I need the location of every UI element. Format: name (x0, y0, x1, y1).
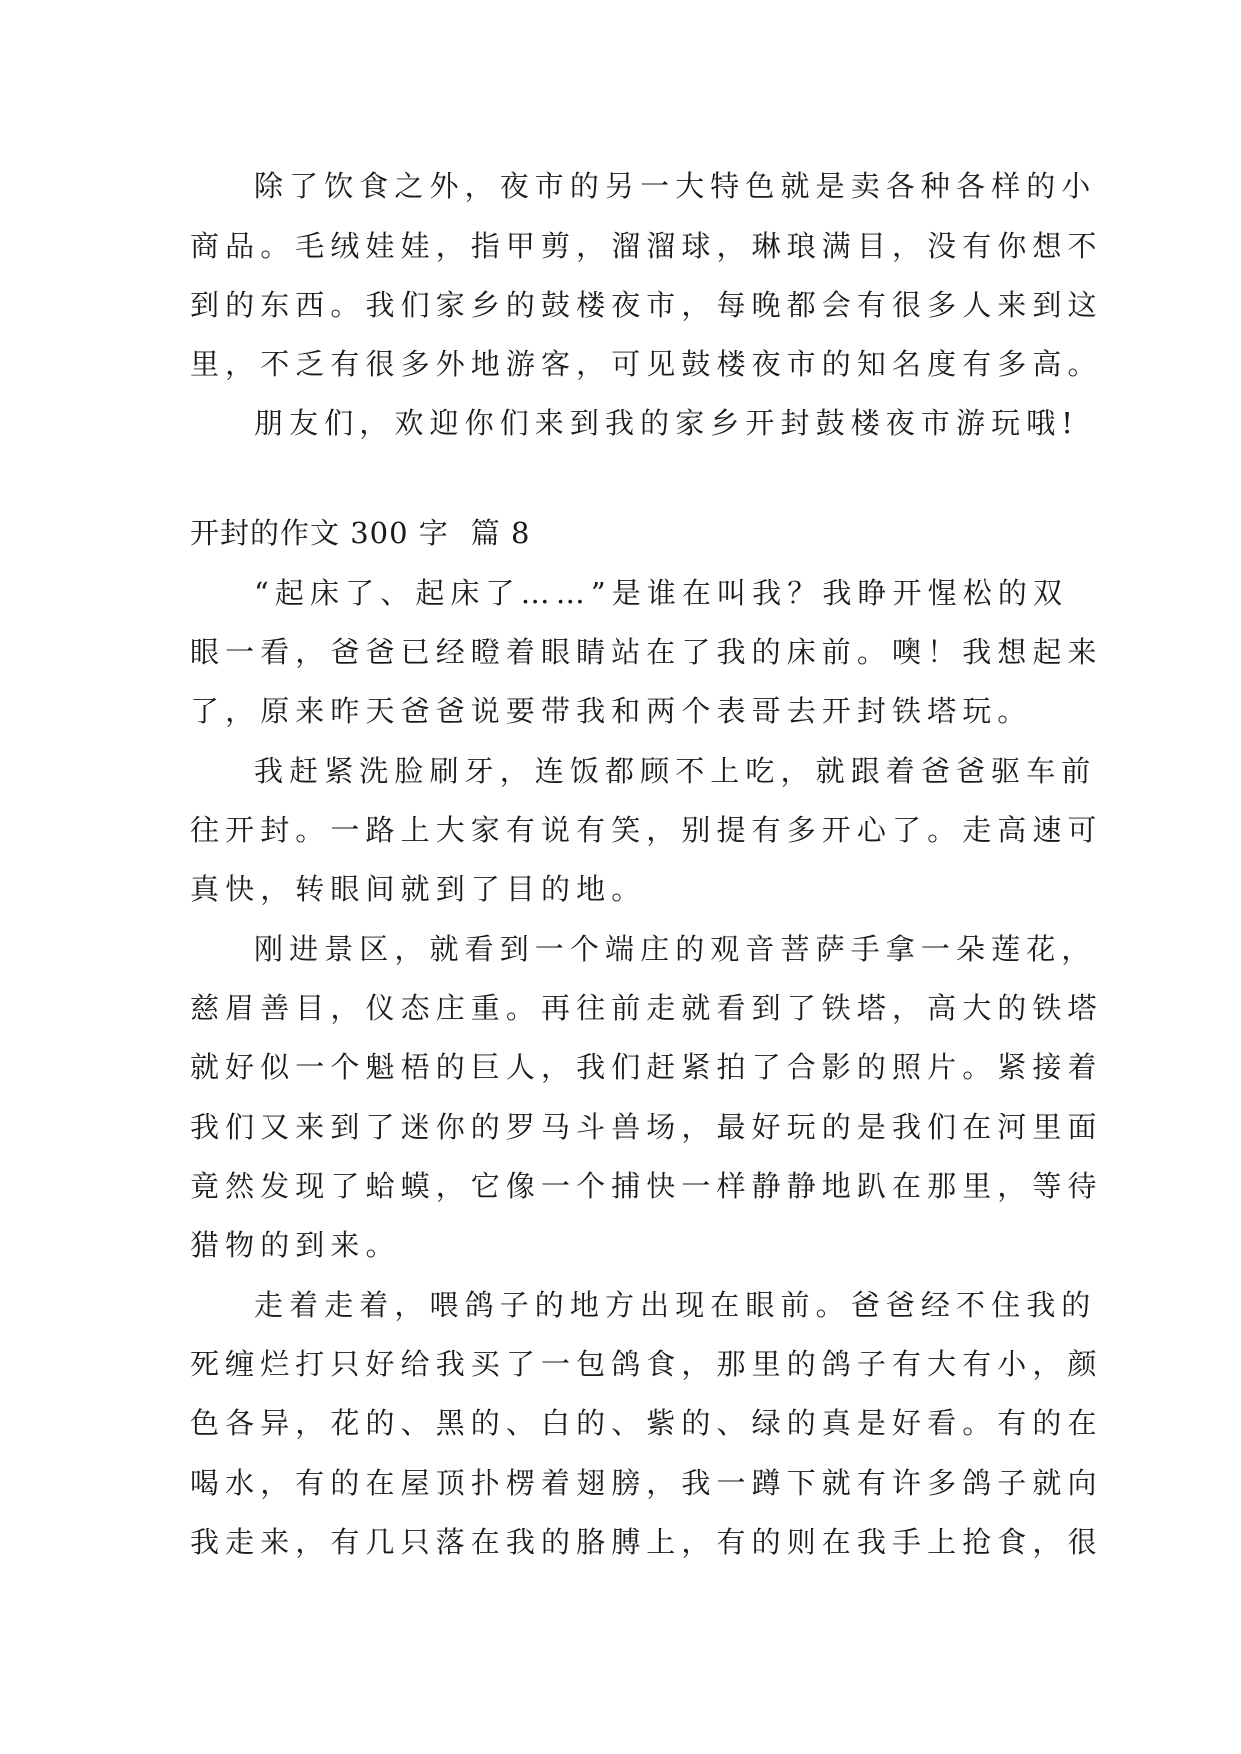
text-line: 除了饮食之外，夜市的另一大特色就是卖各种各样的小 (254, 169, 1097, 203)
text-line: 死缠烂打只好给我买了一包鸽食，那里的鸽子有大有小，颜 (190, 1347, 1103, 1381)
text-line: 我们又来到了迷你的罗马斗兽场，最好玩的是我们在河里面 (190, 1110, 1103, 1144)
text-line: 我走来，有几只落在我的胳膊上，有的则在我手上抢食，很 (190, 1525, 1103, 1559)
text-line: 眼一看，爸爸已经瞪着眼睛站在了我的床前。噢！我想起来 (190, 635, 1103, 669)
text-line: 竟然发现了蛤蟆，它像一个捕快一样静静地趴在那里，等待 (190, 1169, 1103, 1203)
text-line: 色各异，花的、黑的、白的、紫的、绿的真是好看。有的在 (190, 1406, 1103, 1440)
text-line: 走着走着，喂鸽子的地方出现在眼前。爸爸经不住我的 (254, 1288, 1097, 1322)
text-line: 到的东西。我们家乡的鼓楼夜市，每晚都会有很多人来到这 (190, 288, 1103, 322)
text-line: “起床了、起床了……”是谁在叫我？我睁开惺松的双 (254, 576, 1069, 610)
text-line: 慈眉善目，仪态庄重。再往前走就看到了铁塔，高大的铁塔 (190, 991, 1103, 1025)
text-line: 了，原来昨天爸爸说要带我和两个表哥去开封铁塔玩。 (190, 694, 1033, 728)
heading-title: 开封的作文 300 字 (190, 516, 449, 550)
text-line: 就好似一个魁梧的巨人，我们赶紧拍了合影的照片。紧接着 (190, 1050, 1103, 1084)
text-line: 朋友们，欢迎你们来到我的家乡开封鼓楼夜市游玩哦! (254, 406, 1080, 440)
text-line: 猎物的到来。 (190, 1228, 401, 1262)
text-line: 刚进景区，就看到一个端庄的观音菩萨手拿一朵莲花， (254, 932, 1097, 966)
text-line: 我赶紧洗脸刷牙，连饭都顾不上吃，就跟着爸爸驱车前 (254, 754, 1097, 788)
section-heading (190, 513, 530, 553)
heading-number: 篇 8 (470, 516, 531, 550)
text-line: 往开封。一路上大家有说有笑，别提有多开心了。走高速可 (190, 813, 1103, 847)
text-line: 商品。毛绒娃娃，指甲剪，溜溜球，琳琅满目，没有你想不 (190, 229, 1103, 263)
text-line: 喝水，有的在屋顶扑楞着翅膀，我一蹲下就有许多鸽子就向 (190, 1466, 1103, 1500)
text-line: 真快，转眼间就到了目的地。 (190, 872, 647, 906)
text-line: 里，不乏有很多外地游客，可见鼓楼夜市的知名度有多高。 (190, 347, 1103, 381)
